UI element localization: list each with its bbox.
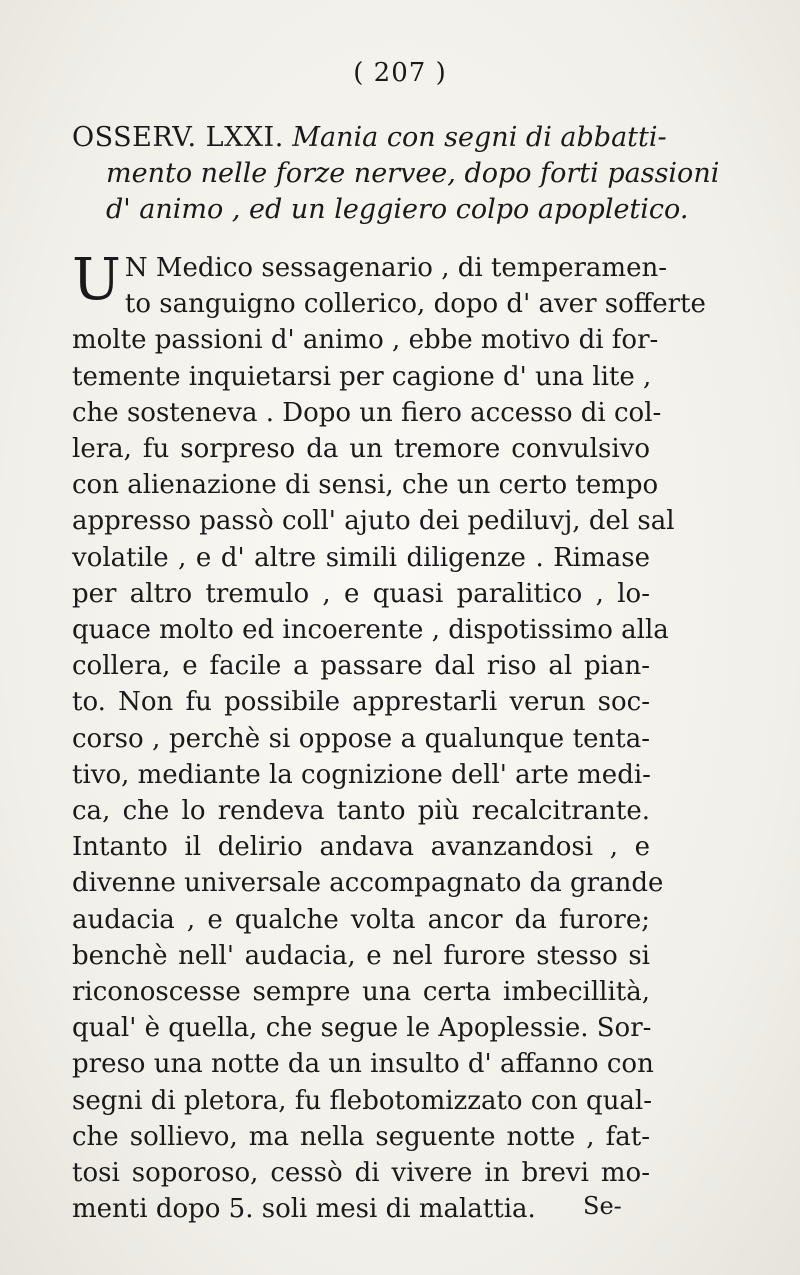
text-line: quace molto ed incoerente , dispotissimo alla (72, 615, 669, 646)
text-line: benchè nell' audacia, e nel furore stesso si (72, 940, 650, 971)
heading-line-1 (72, 120, 667, 156)
text-line: molte passioni d' animo , ebbe motivo di for- (72, 325, 659, 356)
text-line: appresso passò coll' ajuto dei pediluvj, del sal (72, 506, 675, 537)
text-line: per altro tremulo , e quasi paralitico , lo- (72, 578, 650, 609)
text-line: tosi soporoso, cessò di vivere in brevi mo- (72, 1158, 650, 1189)
text-line: N Medico sessagenario , di temperamen- (124, 253, 667, 283)
text-line: che sollievo, ma nella seguente notte , fat- (72, 1121, 650, 1152)
text-line: tivo, mediante la cognizione dell' arte medi- (72, 759, 651, 790)
text-line: che sosteneva . Dopo un fiero accesso di col- (72, 397, 662, 428)
catchword: Se- (583, 1192, 622, 1220)
text-line: divenne universale accompagnato da grande (72, 868, 664, 899)
page-number: ( 207 ) (353, 58, 447, 88)
text-line: collera, e facile a passare dal riso al pian- (72, 651, 650, 682)
text-line: temente inquietarsi per cagione d' una lite , (72, 361, 652, 392)
text-line: Intanto il delirio andava avanzandosi , e (72, 832, 650, 863)
body-text (72, 245, 706, 1227)
text-line: audacia , e qualche volta ancor da furore; (72, 904, 650, 935)
text-line: con alienazione di sensi, che un certo tempo (72, 470, 659, 501)
text-line: to sanguigno collerico, dopo d' aver sofferte (124, 289, 706, 320)
observation-title-line: d' animo , ed un leggiero colpo apopletico. (106, 194, 689, 225)
text-line: corso , perchè si oppose a qualunque tenta- (72, 723, 650, 754)
text-line: to. Non fu possibile apprestarli verun soc- (72, 687, 650, 718)
text-line: ca, che lo rendeva tanto più recalcitrante. (72, 796, 650, 827)
text-line: preso una notte da un insulto d' affanno con (72, 1049, 654, 1080)
text-line: qual' è quella, che segue le Apoplessie. Sor- (72, 1013, 652, 1044)
observation-title-line: Mania con segni di abbatti- (292, 122, 667, 153)
text-line: volatile , e d' altre simili diligenze . Rimase (72, 542, 650, 573)
text-line: riconoscesse sempre una certa imbecillità, (72, 977, 650, 1008)
observation-title-line: mento nelle forze nervee, dopo forti passioni (106, 158, 720, 189)
observation-label: OSSERV. LXXI. (72, 122, 284, 153)
text-line: lera, fu sorpreso da un tremore convulsivo (72, 434, 650, 465)
text-line: segni di pletora, fu flebotomizzato con qual- (72, 1085, 653, 1116)
drop-cap: U (72, 245, 121, 313)
observation-heading (72, 120, 720, 228)
text-line: menti dopo 5. soli mesi di malattia. (72, 1194, 536, 1225)
